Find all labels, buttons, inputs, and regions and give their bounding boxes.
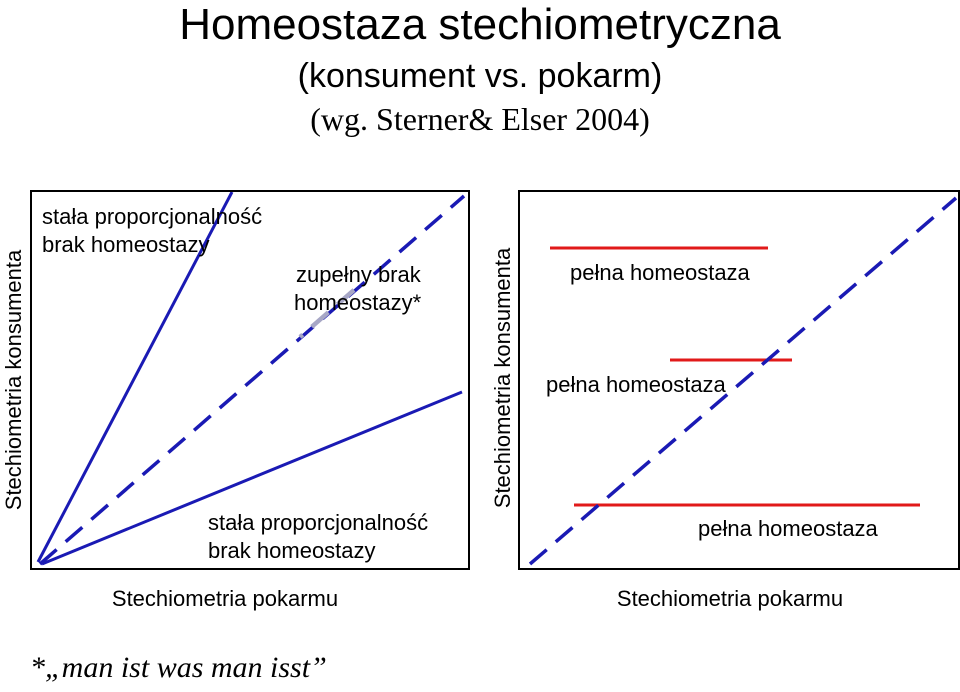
left-y-axis-label: Stechiometria konsumenta: [1, 249, 26, 511]
homeostasis-label-top: pełna homeostaza: [570, 260, 750, 285]
homeostasis-label-bottom: pełna homeostaza: [698, 516, 878, 541]
left-panel: [30, 190, 470, 570]
homeostasis-label-middle: pełna homeostaza: [546, 372, 726, 397]
right-x-axis-label: Stechiometria pokarmu: [616, 586, 844, 611]
shallow-line-label-2: brak homeostazy: [208, 538, 376, 563]
shallow-line-label-1: stała proporcjonalność: [208, 510, 429, 535]
steep-line-label-2: brak homeostazy: [42, 232, 210, 257]
footnote: *„man ist was man isst”: [30, 651, 327, 684]
right-y-axis-label: Stechiometria konsumenta: [490, 247, 515, 509]
page-title: Homeostaza stechiometryczna: [179, 0, 781, 49]
right-panel: [518, 190, 960, 570]
diagonal-label-2: homeostazy*: [294, 290, 422, 315]
left-x-axis-label: Stechiometria pokarmu: [111, 586, 339, 611]
citation: (wg. Sterner& Elser 2004): [310, 101, 650, 137]
page-subtitle: (konsument vs. pokarm): [297, 57, 663, 95]
diagonal-label-1: zupełny brak: [296, 262, 421, 287]
steep-line-label-1: stała proporcjonalność: [42, 204, 263, 229]
